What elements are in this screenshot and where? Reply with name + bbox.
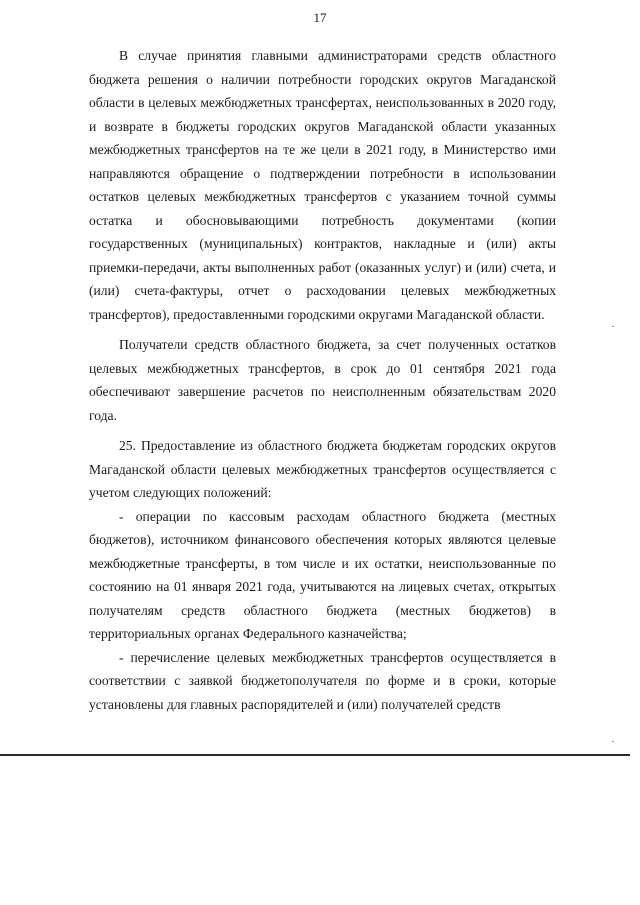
- paragraph-transfer-payment: - перечисление целевых межбюджетных трансфертов осуществляется в соответствии с заявкой бюджетополучателя по форме и в сроки, которые установлены для главных распорядителей и (или) получателей средств: [89, 649, 556, 712]
- scan-speck: [612, 741, 614, 742]
- page-number: 17: [313, 10, 327, 25]
- paragraph-return-of-transfers: В случае принятия главными администраторами средств областного бюджета решения о наличии потребности городских округов Магаданской области в целевых межбюджетных трансфертах, неиспользованных в 2020 году, и возврате в бюджеты городских округов Магаданской области указанных межбюджетных трансфертов на те же цели в 2021 году, в Министерство ими направляются обращение о подтверждении потребности в использовании остатков целевых межбюджетных трансфертов с указанием точной суммы остатка и обосновывающими потребность документами (копии государственных (муниципальных) контрактов, накладные и (или) акты приемки-передачи, акты выполненных работ (оказанных услуг) и (или) счета, и (или) счета-фактуры, отчет о расходовании целевых межбюджетных трансфертов), предоставленными городскими округами Магаданской области.: [89, 48, 556, 322]
- paragraph-cash-operations: - операции по кассовым расходам областного бюджета (местных бюджетов), источником финансового обеспечения которых являются целевые межбюджетные трансферты, в том числе и их остатки, неиспользованные по состоянию на 01 января 2021 года, учитываются на лицевых счетах, открытых получателям средств областного бюджета (местных бюджетов) в территориальных органах Федерального казначейства;: [89, 508, 556, 641]
- document-body: [89, 44, 556, 716]
- paragraph-recipients-settlement: Получатели средств областного бюджета, за счет полученных остатков целевых межбюджетных трансфертов, в срок до 01 сентября 2021 года обеспечивают завершение расчетов по неисполненным обязательствам 2020 года.: [89, 337, 556, 423]
- scan-speck: [612, 326, 614, 327]
- page-bottom-rule: [0, 754, 630, 756]
- paragraph-clause-25: 25. Предоставление из областного бюджета бюджетам городских округов Магаданской области целевых межбюджетных трансфертов осуществляется с учетом следующих положений:: [89, 438, 556, 500]
